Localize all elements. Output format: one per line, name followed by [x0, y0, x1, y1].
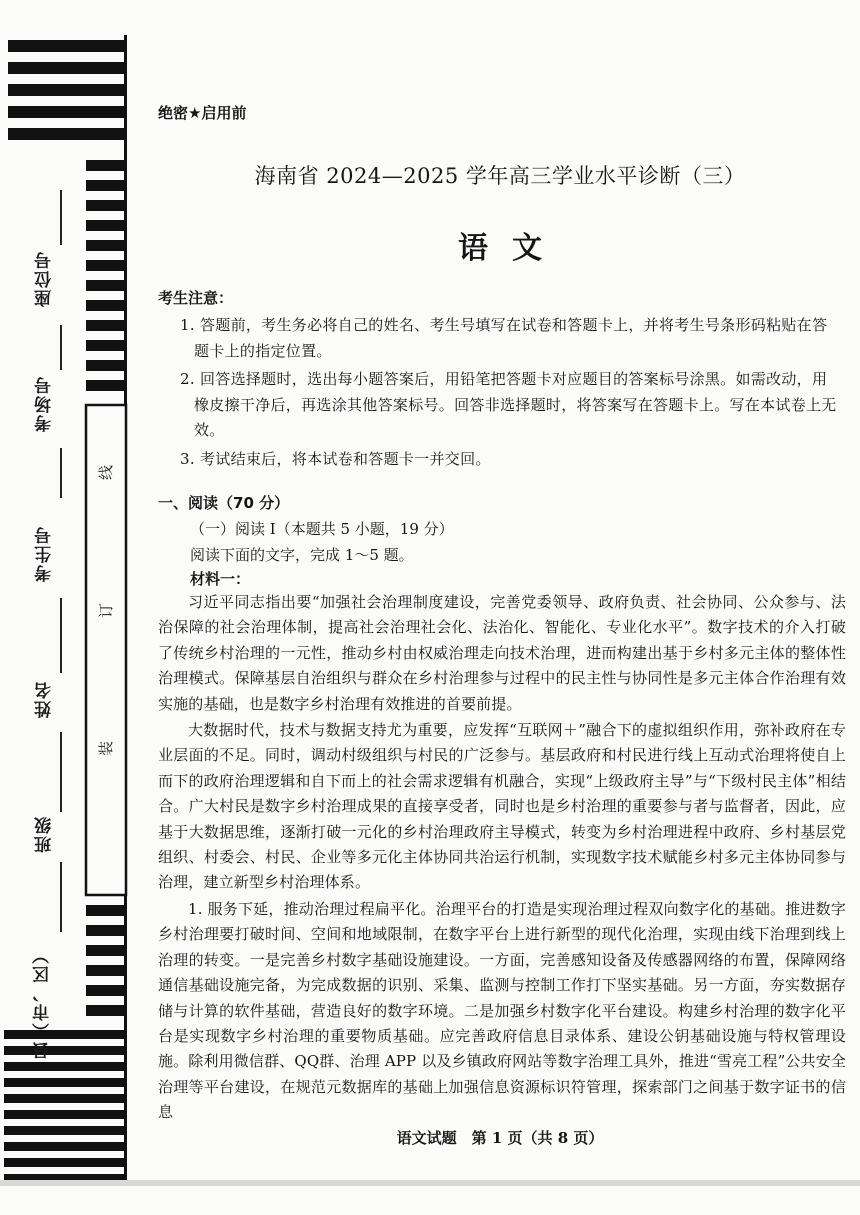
candidate-number-field-label: 考生号: [35, 525, 55, 582]
binding-stripe: [4, 1094, 126, 1103]
binding-stripe: [86, 360, 126, 371]
notice-item: 3. 考试结束后，将本试卷和答题卡一并交回。: [180, 449, 491, 468]
binding-stripe: [8, 128, 126, 140]
notice-heading: 考生注意：: [158, 289, 234, 307]
notice-list: [180, 313, 840, 475]
binding-stripe: [86, 925, 126, 936]
binding-stripe: [86, 965, 126, 976]
binding-stripe: [86, 240, 126, 251]
binding-stripe: [4, 1158, 126, 1167]
binding-stripe: [8, 84, 126, 96]
binding-stripe: [4, 1126, 126, 1135]
binding-stripe: [8, 106, 126, 118]
binding-stripe: [86, 985, 126, 996]
binding-stripe: [86, 260, 126, 271]
bind-char-pack: 装: [97, 740, 116, 757]
material-label: 材料一：: [190, 570, 251, 588]
section-title: 一、阅读（70 分）: [158, 494, 290, 512]
material-paragraph: 大数据时代，技术与数据支持尤为重要，应发挥“互联网＋”融合下的虚拟组织作用，弥补政府在专业层面的不足。同时，调动村级组织与村民的广泛参与。基层政府和村民进行线上互动式治理将使自上而下的政府治理逻辑和自下而上的社会需求逻辑有机融合，实现“上级政府主导”与“下级村民主体”相结合。广大村民是数字乡村治理成果的直接享受者，同时也是乡村治理的重要参与者与监督者，因此，应基于大数据思维，逐渐打破一元化的乡村治理政府主导模式，转变为乡村治理进程中政府、乡村基层党组织、村委会、村民、企业等多元化主体协同共治运行机制，实现数字技术赋能乡村多元主体协同参与治理，建立新型乡村治理体系。: [158, 721, 846, 892]
binding-stripe: [86, 200, 126, 211]
material-paragraph: 习近平同志指出要“加强社会治理制度建设，完善党委领导、政府负责、社会协同、公众参与、法治保障的社会治理体制，提高社会治理社会化、法治化、智能化、专业化水平”。数字技术的介入打破了传统乡村治理的一元性，推动乡村由权威治理走向技术治理，进而构建出基于乡村多元主体的整体性治理模式。保障基层自治组织与群众在乡村治理参与过程中的民主性与协同性是多元主体合作治理有效实施的基础，也是数字乡村治理有效推进的首要前提。: [158, 593, 846, 713]
binding-stripe: [86, 1005, 126, 1016]
bottom-edge: [0, 1180, 860, 1186]
binding-stripe: [86, 380, 126, 391]
exam-title: 海南省 2024—2025 学年高三学业水平诊断（三）: [254, 164, 746, 188]
subsection-title: （一）阅读 I（本题共 5 小题，19 分）: [190, 520, 454, 538]
field-underline: [60, 448, 62, 498]
name-field-label: 姓名: [35, 680, 55, 718]
page-footer: 语文试题 第 1 页（共 8 页）: [396, 1129, 604, 1147]
field-underline: [60, 325, 62, 370]
binding-stripe: [4, 1062, 126, 1071]
notice-item: 2. 回答选择题时，选出每小题答案后，用铅笔把答题卡对应题目的答案标号涂黑。如需改动，用橡皮擦干净后，再选涂其他答案标号。回答非选择题时，将答案写在答题卡上。写在本试卷上无效。: [180, 370, 837, 439]
bind-char-order: 订: [97, 602, 116, 619]
secret-label: 绝密★启用前: [158, 104, 247, 122]
reading-instruction: 阅读下面的文字，完成 1～5 题。: [190, 546, 414, 564]
field-underline: [60, 862, 62, 932]
binding-stripe: [4, 1078, 126, 1087]
bind-char-line: 线: [97, 464, 116, 481]
binding-stripe: [86, 220, 126, 231]
binding-stripe: [4, 1046, 126, 1055]
binding-stripe: [4, 1030, 126, 1039]
binding-stripe: [4, 1110, 126, 1119]
binding-stripe: [86, 280, 126, 291]
binding-strip: [0, 0, 130, 1215]
binding-stripe: [8, 40, 126, 52]
binding-stripe: [4, 1142, 126, 1151]
binding-stripe: [86, 905, 126, 916]
material-paragraph: 1. 服务下延，推动治理过程扁平化。治理平台的打造是实现治理过程双向数字化的基础。推进数字乡村治理要打破时间、空间和地域限制，在数字平台上进行新型的现代化治理，实现由线下治理到线上治理的转变。一是完善乡村数字基础设施建设。一方面，完善感知设备及传感器网络的布置，保障网络通信基础设施完备，为完成数据的识别、采集、监测与控制工作打下坚实基础。另一方面，夯实数据存储与计算的软件基础，营造良好的数字环境。二是加强乡村数字化平台建设。构建乡村治理的数字化平台是实现数字乡村治理的重要物质基础。应完善政府信息目录体系、建设公钥基础设施与特权管理设施。除利用微信群、QQ群、治理 APP 以及乡镇政府网站等数字治理工具外，推进“雪亮工程”公共安全治理等平台建设，在规范元数据库的基础上加强信息资源标识符管理，探索部门之间基于数字证书的信息: [158, 899, 846, 1122]
field-underline: [60, 732, 62, 812]
material-text: [158, 590, 846, 1127]
notice-item: 1. 答题前，考生务必将自己的姓名、考生号填写在试卷和答题卡上，并将考生号条形码粘贴在答题卡上的指定位置。: [180, 316, 828, 360]
binding-stripe: [86, 160, 126, 171]
county-field-label: 县（市、区）: [33, 945, 53, 1059]
class-field-label: 班级: [35, 815, 55, 853]
exam-page: [150, 0, 850, 1215]
subject-title: 语文: [458, 231, 566, 266]
binding-stripe: [86, 945, 126, 956]
field-underline: [60, 190, 62, 245]
binding-stripe: [86, 180, 126, 191]
binding-stripe: [8, 62, 126, 74]
seat-number-field-label: 座位号: [35, 250, 55, 307]
field-underline: [60, 598, 62, 673]
room-number-field-label: 考场号: [35, 375, 55, 432]
binding-stripe: [86, 320, 126, 331]
binding-stripe: [86, 340, 126, 351]
binding-stripe: [86, 300, 126, 311]
